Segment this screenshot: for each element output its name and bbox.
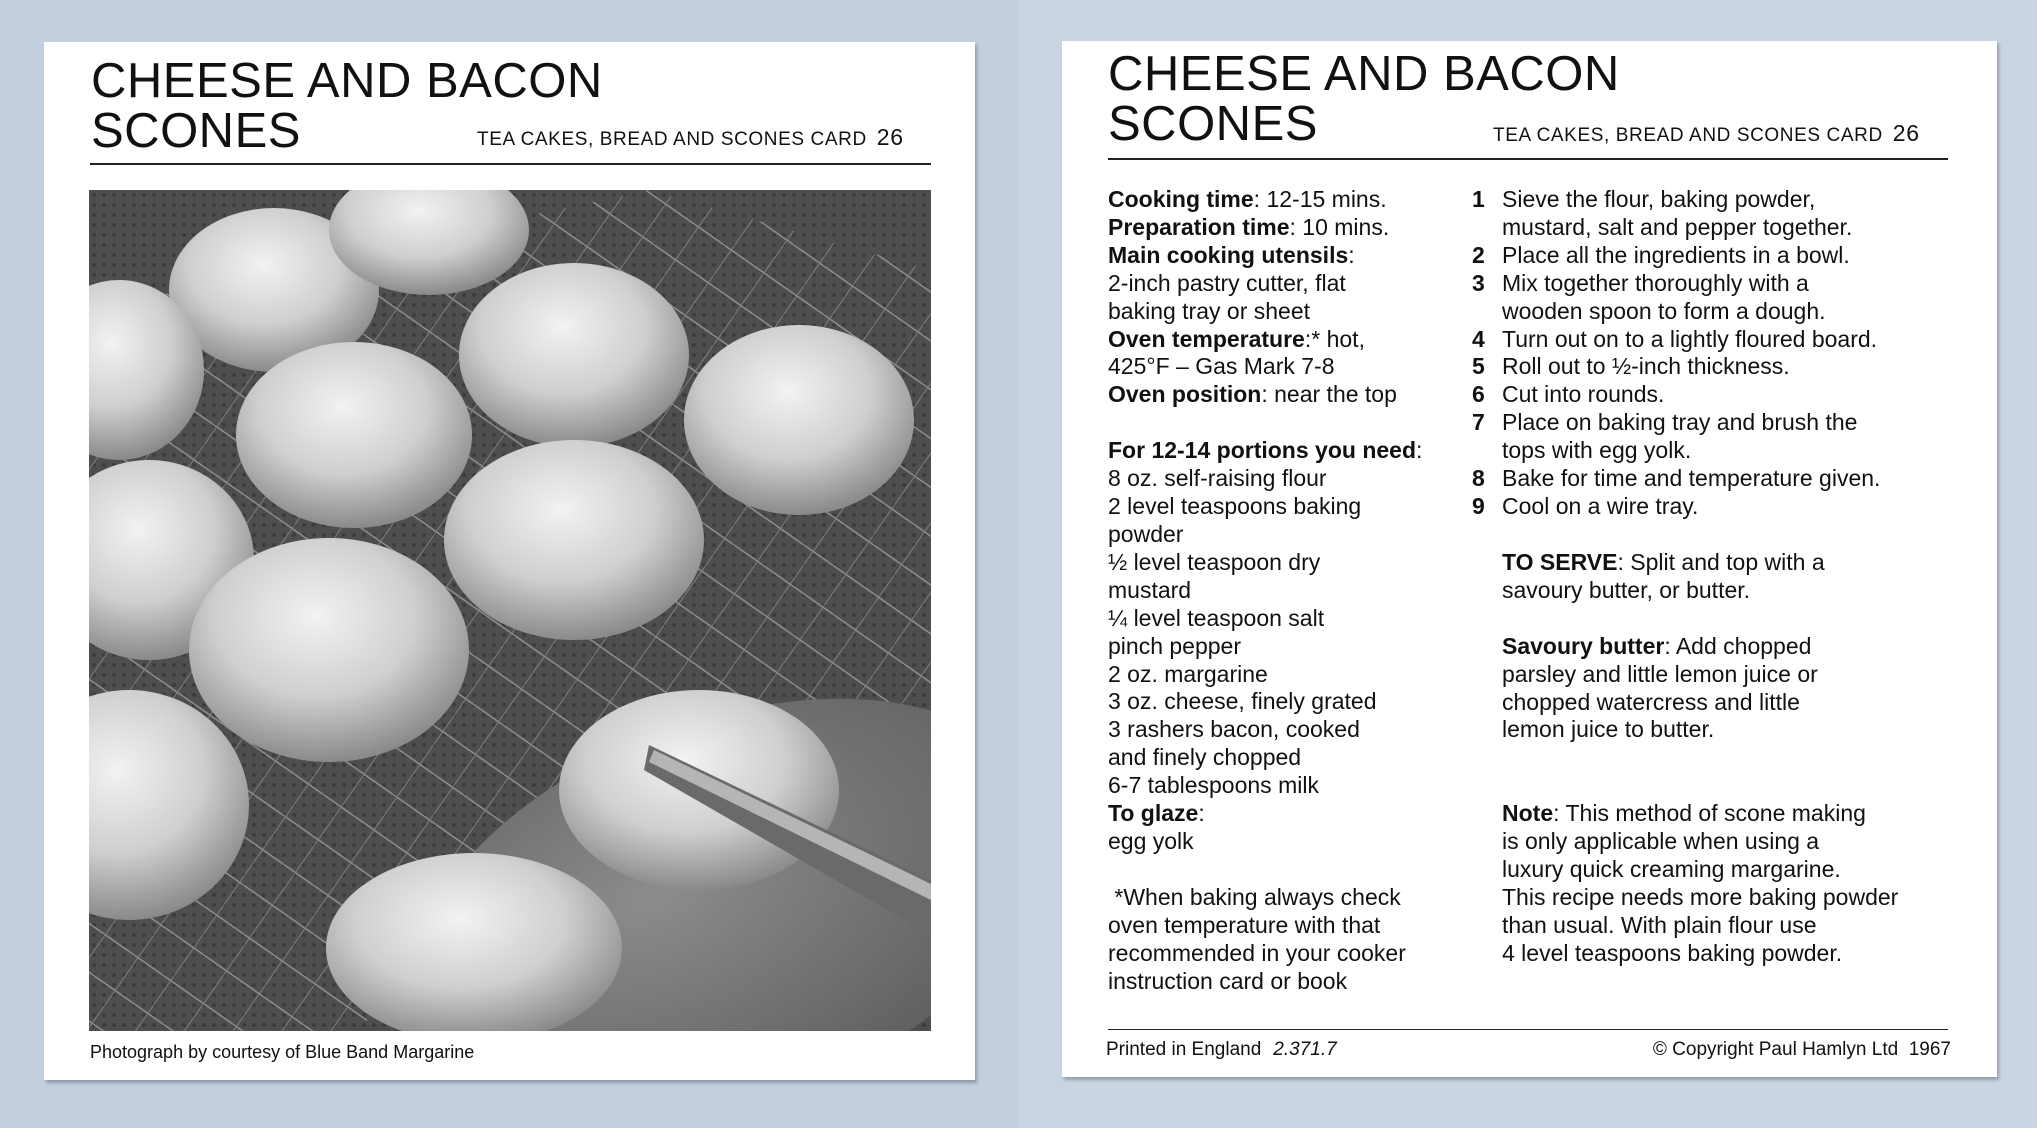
copyright: © Copyright Paul Hamlyn Ltd 1967 <box>1652 1039 1951 1060</box>
title-line-2: SCONES <box>91 104 301 158</box>
ingredient-line: 2 oz. margarine <box>1108 660 1268 687</box>
series-label-back <box>1493 120 1920 147</box>
method-column <box>1472 186 1962 968</box>
method-step: 1 Sieve the flour, baking powder, mustard, salt and pepper together. <box>1472 186 1853 240</box>
ingredient-line: ¼ level teaspoon salt <box>1108 604 1325 631</box>
method-step: 4 Turn out on to a lightly floured board. <box>1472 325 1878 352</box>
scones-photo <box>89 190 931 1031</box>
scones-photo-illustration <box>89 190 931 1031</box>
title-rule-back <box>1108 158 1948 160</box>
savoury-butter: Savoury butter: Add chopped parsley and little lemon juice or chopped watercress and little lemon juice to butter. <box>1502 632 1818 743</box>
printed-in: Printed in England 2.371.7 <box>1106 1039 1337 1060</box>
ingredient-line: powder <box>1108 520 1184 547</box>
method-step: 3 Mix together thoroughly with a wooden spoon to form a dough. <box>1472 269 1826 324</box>
print-code: 2.371.7 <box>1273 1039 1337 1060</box>
oven-position: Oven position: near the top <box>1108 381 1397 408</box>
method-step: 6 Cut into rounds. <box>1472 381 1665 408</box>
utensils-line: 2-inch pastry cutter, flat <box>1108 269 1346 296</box>
series-label <box>477 124 904 151</box>
series-text-back: TEA CAKES, BREAD AND SCONES CARD <box>1493 125 1883 146</box>
ingredient-line: 2 level teaspoons baking <box>1108 493 1362 520</box>
ingredient-line: 8 oz. self-raising flour <box>1108 465 1327 492</box>
cooking-time: Cooking time: 12-15 mins. <box>1108 186 1387 212</box>
to-serve: TO SERVE: Split and top with a savoury butter, or butter. <box>1502 548 1825 603</box>
title-line-2-back: SCONES <box>1108 97 1318 151</box>
oven-note-line: oven temperature with that <box>1108 911 1381 938</box>
ingredient-line: 3 oz. cheese, finely grated <box>1108 688 1377 715</box>
oven-note-line: recommended in your cooker <box>1108 939 1406 966</box>
preparation-time: Preparation time: 10 mins. <box>1108 213 1390 240</box>
card-number-back: 26 <box>1892 120 1920 146</box>
method-step: 8 Bake for time and temperature given. <box>1472 465 1881 492</box>
glaze-heading: To glaze: <box>1108 800 1205 827</box>
method-step: 9 Cool on a wire tray. <box>1472 492 1699 519</box>
glaze-value: egg yolk <box>1108 827 1194 854</box>
note: Note: This method of scone making is only applicable when using a luxury quick creaming margarine. This recipe needs more baking powder than usual. With plain flour use 4 level teaspoons baking powder. <box>1502 800 1899 966</box>
ingredient-line: and finely chopped <box>1108 744 1302 771</box>
recipe-card-back <box>1062 41 1997 1077</box>
oven-temperature: Oven temperature:* hot, <box>1108 325 1365 352</box>
method-step: 7 Place on baking tray and brush the tops with egg yolk. <box>1472 409 1858 464</box>
recipe-card-front <box>44 42 975 1080</box>
ingredient-line: 6-7 tablespoons milk <box>1108 772 1319 799</box>
method-step: 2 Place all the ingredients in a bowl. <box>1472 241 1850 268</box>
ingredient-line: pinch pepper <box>1108 632 1241 659</box>
ingredient-line: ½ level teaspoon dry <box>1108 548 1321 575</box>
series-text: TEA CAKES, BREAD AND SCONES CARD <box>477 129 867 150</box>
title-rule <box>90 163 931 165</box>
method-step: 5 Roll out to ½-inch thickness. <box>1472 353 1790 380</box>
ingredients-heading: For 12-14 portions you need: <box>1108 437 1423 464</box>
ingredient-line: 3 rashers bacon, cooked <box>1108 716 1360 743</box>
utensils-line: baking tray or sheet <box>1108 297 1311 324</box>
card-number: 26 <box>876 124 904 150</box>
oven-note-line: instruction card or book <box>1108 967 1348 994</box>
title-line-1: CHEESE AND BACON <box>91 54 603 108</box>
oven-temperature-line: 425°F – Gas Mark 7-8 <box>1108 353 1335 380</box>
footer-rule <box>1108 1029 1948 1030</box>
details-column <box>1108 186 1468 995</box>
oven-note-line: *When baking always check <box>1108 883 1401 910</box>
ingredient-line: mustard <box>1108 576 1192 603</box>
utensils-heading: Main cooking utensils: <box>1108 241 1355 268</box>
title-line-1-back: CHEESE AND BACON <box>1108 47 1620 101</box>
photo-credit: Photograph by courtesy of Blue Band Margarine <box>90 1042 475 1062</box>
